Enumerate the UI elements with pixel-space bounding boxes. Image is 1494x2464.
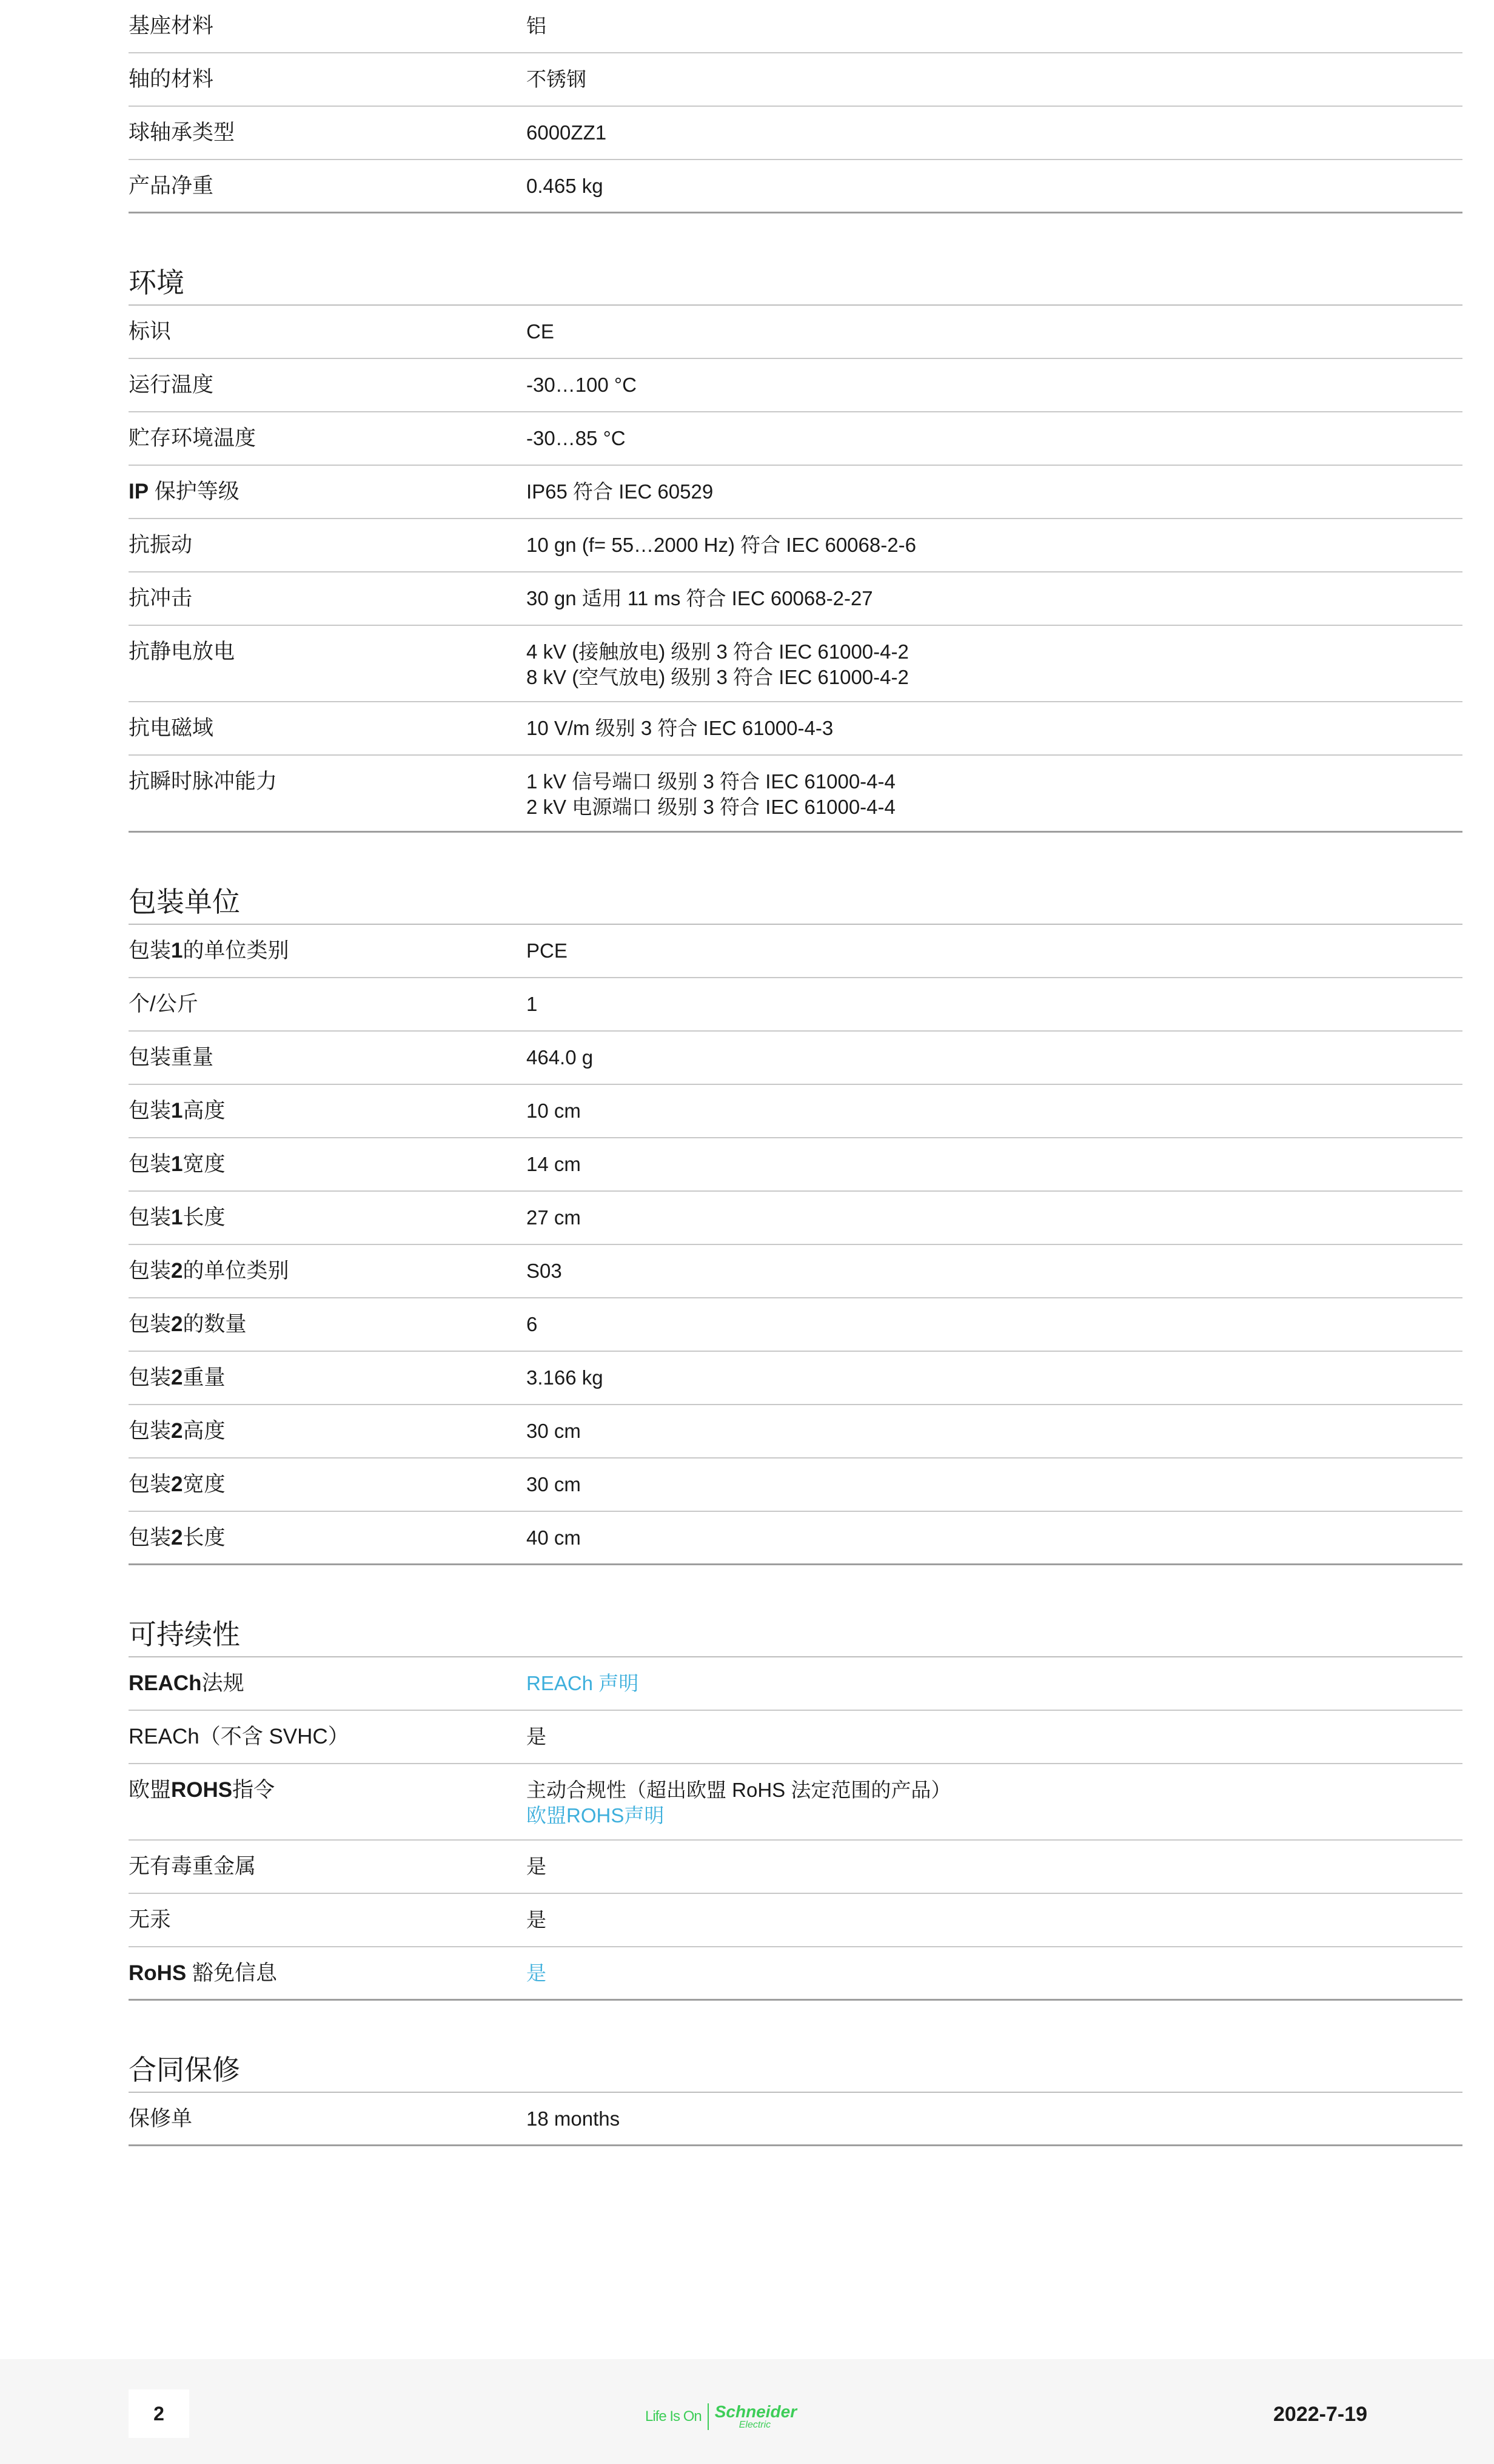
spec-value-line: 27 cm: [526, 1206, 581, 1229]
label-fragment: 宽度: [183, 1472, 226, 1496]
spec-row: [129, 1192, 1462, 1245]
spec-label: [129, 1205, 526, 1233]
section-title: 环境: [129, 256, 1462, 306]
label-fragment: 2: [171, 1526, 183, 1549]
spec-row: [129, 1245, 1462, 1298]
spec-row: [129, 1352, 1462, 1405]
spec-value: [526, 532, 1462, 560]
label-fragment: 高度: [183, 1099, 226, 1123]
spec-value: [526, 1365, 1462, 1393]
label-fragment: REACh: [129, 1671, 202, 1695]
spec-label: [129, 1778, 526, 1828]
spec-value-line: CE: [526, 320, 554, 343]
label-fragment: 个/公斤: [129, 992, 198, 1016]
spec-value: [526, 1671, 1462, 1699]
label-fragment: ）: [327, 1725, 349, 1748]
spec-section: [129, 875, 1462, 1565]
spec-value-line: 18 months: [526, 2107, 620, 2130]
spec-value: [526, 1961, 1462, 1988]
spec-row: [129, 572, 1462, 626]
spec-value: [526, 1854, 1462, 1882]
spec-value: [526, 1525, 1462, 1553]
spec-label: [129, 479, 526, 507]
label-fragment: 指令: [232, 1778, 275, 1802]
spec-label: [129, 532, 526, 560]
label-fragment: 保修单: [129, 2107, 193, 2130]
spec-value-line: 30 cm: [526, 1420, 581, 1442]
label-fragment: 抗静电放电: [129, 640, 235, 663]
spec-value: [526, 639, 1462, 690]
spec-value-line: 8 kV (空气放电) 级别 3 符合 IEC 61000-4-2: [526, 666, 909, 688]
label-fragment: 1: [171, 1206, 183, 1229]
spec-value-line: -30…100 °C: [526, 374, 637, 396]
spec-row: [129, 1512, 1462, 1565]
spec-value-link[interactable]: 欧盟ROHS声明: [526, 1804, 665, 1827]
spec-label: [129, 173, 526, 201]
spec-row: [129, 359, 1462, 412]
spec-value-line: 1: [526, 993, 538, 1015]
section-title: 可持续性: [129, 1608, 1462, 1657]
spec-value-line: -30…85 °C: [526, 427, 626, 449]
label-fragment: 2: [171, 1366, 183, 1389]
spec-label: [129, 1098, 526, 1126]
spec-label: [129, 1907, 526, 1935]
logo-brand-sub: Electric: [739, 2420, 771, 2430]
spec-row: [129, 519, 1462, 572]
spec-label: [129, 1472, 526, 1500]
spec-label: [129, 586, 526, 614]
label-fragment: IP: [129, 480, 149, 503]
label-fragment: ROHS: [171, 1778, 233, 1802]
label-fragment: 包装: [129, 939, 172, 962]
section-title: 包装单位: [129, 875, 1462, 925]
spec-label: [129, 769, 526, 820]
spec-row: [129, 0, 1462, 53]
spec-value: [526, 479, 1462, 507]
spec-value: [526, 1312, 1462, 1340]
spec-value-line: 是: [526, 1908, 546, 1931]
page-number: 2: [129, 2389, 189, 2438]
spec-row: [129, 1138, 1462, 1192]
spec-content: [129, 0, 1462, 2146]
spec-row: [129, 306, 1462, 359]
spec-row: [129, 1032, 1462, 1085]
spec-value-line: 30 cm: [526, 1473, 581, 1496]
spec-row: [129, 626, 1462, 702]
spec-section: [129, 0, 1462, 213]
spec-label: [129, 2106, 526, 2133]
spec-value: [526, 1418, 1462, 1446]
spec-value: [526, 1472, 1462, 1500]
spec-row: [129, 702, 1462, 756]
spec-value-line: 1 kV 信号端口 级别 3 符合 IEC 61000-4-4: [526, 770, 896, 793]
spec-value: [526, 1045, 1462, 1073]
label-fragment: 包装: [129, 1419, 172, 1443]
spec-row: [129, 1657, 1462, 1711]
print-date: 2022-7-19: [1273, 2403, 1368, 2426]
spec-value-line: 4 kV (接触放电) 级别 3 符合 IEC 61000-4-2: [526, 640, 909, 663]
spec-value-line: 10 cm: [526, 1099, 581, 1122]
logo-divider: [708, 2403, 709, 2430]
spec-label: [129, 1961, 526, 1988]
label-fragment: 2: [171, 1312, 183, 1336]
label-fragment: RoHS: [129, 1961, 187, 1985]
spec-value-line: 14 cm: [526, 1153, 581, 1175]
label-fragment: 1: [171, 1099, 183, 1123]
spec-value: [526, 1152, 1462, 1180]
spec-value: [526, 586, 1462, 614]
spec-row: [129, 1459, 1462, 1512]
label-fragment: 2: [171, 1472, 183, 1496]
spec-row: [129, 978, 1462, 1032]
spec-value: [526, 1778, 1462, 1828]
label-fragment: 标识: [129, 320, 172, 343]
spec-label: [129, 1152, 526, 1180]
spec-row: [129, 1947, 1462, 2001]
spec-value: [526, 716, 1462, 744]
label-fragment: 贮存环境温度: [129, 426, 256, 450]
spec-value: [526, 13, 1462, 41]
label-fragment: 欧盟: [129, 1778, 172, 1802]
spec-value-line: 0.465 kg: [526, 175, 603, 197]
spec-value-line: 464.0 g: [526, 1046, 594, 1069]
spec-label: [129, 13, 526, 41]
label-fragment: 包装重量: [129, 1046, 214, 1069]
label-fragment: 包装: [129, 1312, 172, 1336]
spec-row: [129, 756, 1462, 833]
label-fragment: 包装: [129, 1366, 172, 1389]
spec-label: [129, 1724, 526, 1752]
label-fragment: 保护等级: [149, 480, 240, 503]
label-fragment: 无汞: [129, 1908, 172, 1932]
spec-row: [129, 412, 1462, 466]
spec-row: [129, 53, 1462, 107]
spec-row: [129, 1841, 1462, 1894]
label-fragment: 2: [171, 1259, 183, 1283]
spec-row: [129, 1405, 1462, 1459]
spec-label: [129, 1258, 526, 1286]
spec-label: [129, 319, 526, 347]
spec-value: [526, 1258, 1462, 1286]
spec-row: [129, 107, 1462, 160]
logo-brand: [715, 2403, 797, 2430]
spec-row: [129, 925, 1462, 978]
spec-value: [526, 769, 1462, 820]
spec-value: [526, 2106, 1462, 2133]
spec-value-line: 40 cm: [526, 1526, 581, 1549]
label-fragment: 的数量: [183, 1312, 247, 1336]
spec-value-line: 30 gn 适用 11 ms 符合 IEC 60068-2-27: [526, 587, 873, 609]
spec-section: [129, 2043, 1462, 2146]
label-fragment: 的单位类别: [183, 1259, 289, 1283]
label-fragment: 抗冲击: [129, 586, 193, 610]
spec-value: [526, 1907, 1462, 1935]
spec-value: [526, 1205, 1462, 1233]
label-fragment: 抗振动: [129, 533, 193, 557]
label-fragment: 长度: [183, 1526, 226, 1549]
spec-value: [526, 67, 1462, 95]
label-fragment: 高度: [183, 1419, 226, 1443]
spec-value-line: 铝: [526, 15, 546, 37]
spec-value-link[interactable]: REACh 声明: [526, 1672, 639, 1694]
spec-value: [526, 372, 1462, 400]
spec-label: [129, 639, 526, 690]
label-fragment: （不含: [199, 1725, 269, 1748]
spec-value-line: 主动合规性（超出欧盟 RoHS 法定范围的产品）: [526, 1779, 951, 1801]
spec-label: [129, 426, 526, 454]
label-fragment: 无有毒重金属: [129, 1855, 256, 1878]
spec-row: [129, 1711, 1462, 1764]
spec-row: [129, 1085, 1462, 1138]
spec-value: [526, 992, 1462, 1019]
spec-value: [526, 938, 1462, 966]
label-fragment: 包装: [129, 1099, 172, 1123]
spec-value-line: 不锈钢: [526, 68, 586, 90]
spec-row: [129, 160, 1462, 213]
spec-label: [129, 1045, 526, 1073]
spec-row: [129, 2093, 1462, 2146]
label-fragment: SVHC: [269, 1725, 328, 1748]
label-fragment: 产品净重: [129, 174, 214, 198]
label-fragment: 运行温度: [129, 373, 214, 397]
spec-value-line: IP65 符合 IEC 60529: [526, 480, 714, 503]
spec-value-line: 3.166 kg: [526, 1366, 603, 1389]
spec-value-line: 2 kV 电源端口 级别 3 符合 IEC 61000-4-4: [526, 796, 896, 818]
spec-value-line: 是: [526, 1725, 546, 1748]
spec-label: [129, 1854, 526, 1882]
label-fragment: 的单位类别: [183, 939, 289, 962]
label-fragment: 基座材料: [129, 14, 214, 38]
spec-value-link[interactable]: 是: [526, 1962, 546, 1984]
spec-section: [129, 256, 1462, 833]
spec-label: [129, 1312, 526, 1340]
spec-value-line: S03: [526, 1260, 562, 1282]
spec-row: [129, 466, 1462, 519]
label-fragment: 1: [171, 939, 183, 962]
spec-label: [129, 372, 526, 400]
spec-value: [526, 426, 1462, 454]
label-fragment: 包装: [129, 1259, 172, 1283]
label-fragment: 抗电磁域: [129, 716, 214, 740]
spec-row: [129, 1764, 1462, 1841]
spec-row: [129, 1894, 1462, 1947]
label-fragment: 轴的材料: [129, 67, 214, 91]
spec-value-line: 10 gn (f= 55…2000 Hz) 符合 IEC 60068-2-6: [526, 534, 916, 556]
label-fragment: 抗瞬时脉冲能力: [129, 770, 278, 793]
spec-label: [129, 67, 526, 95]
spec-value-line: 是: [526, 1855, 546, 1878]
label-fragment: 法规: [201, 1671, 244, 1695]
spec-value-line: 10 V/m 级别 3 符合 IEC 61000-4-3: [526, 717, 834, 739]
spec-value: [526, 319, 1462, 347]
section-title: 合同保修: [129, 2043, 1462, 2093]
label-fragment: 球轴承类型: [129, 121, 235, 144]
label-fragment: 豁免信息: [186, 1961, 278, 1985]
spec-label: [129, 1525, 526, 1553]
label-fragment: REACh: [129, 1725, 199, 1748]
spec-value-line: 6000ZZ1: [526, 121, 607, 144]
spec-value-line: 6: [526, 1313, 538, 1335]
label-fragment: 2: [171, 1419, 183, 1443]
spec-label: [129, 992, 526, 1019]
spec-value: [526, 120, 1462, 148]
label-fragment: 包装: [129, 1472, 172, 1496]
label-fragment: 包装: [129, 1206, 172, 1229]
logo-tagline: Life Is On: [645, 2408, 702, 2425]
spec-value: [526, 1724, 1462, 1752]
spec-label: [129, 716, 526, 744]
spec-value: [526, 1098, 1462, 1126]
spec-label: [129, 1365, 526, 1393]
label-fragment: 包装: [129, 1152, 172, 1176]
spec-row: [129, 1298, 1462, 1352]
page-footer: [0, 2359, 1494, 2464]
spec-value: [526, 173, 1462, 201]
label-fragment: 宽度: [183, 1152, 226, 1176]
logo-brand-name: Schneider: [714, 2402, 797, 2421]
label-fragment: 长度: [183, 1206, 226, 1229]
spec-section: [129, 1608, 1462, 2001]
brand-logo: [645, 2402, 797, 2432]
spec-label: [129, 1418, 526, 1446]
spec-label: [129, 120, 526, 148]
label-fragment: 包装: [129, 1526, 172, 1549]
label-fragment: 重量: [183, 1366, 226, 1389]
spec-value-line: PCE: [526, 939, 568, 962]
spec-label: [129, 1671, 526, 1699]
label-fragment: 1: [171, 1152, 183, 1176]
spec-label: [129, 938, 526, 966]
